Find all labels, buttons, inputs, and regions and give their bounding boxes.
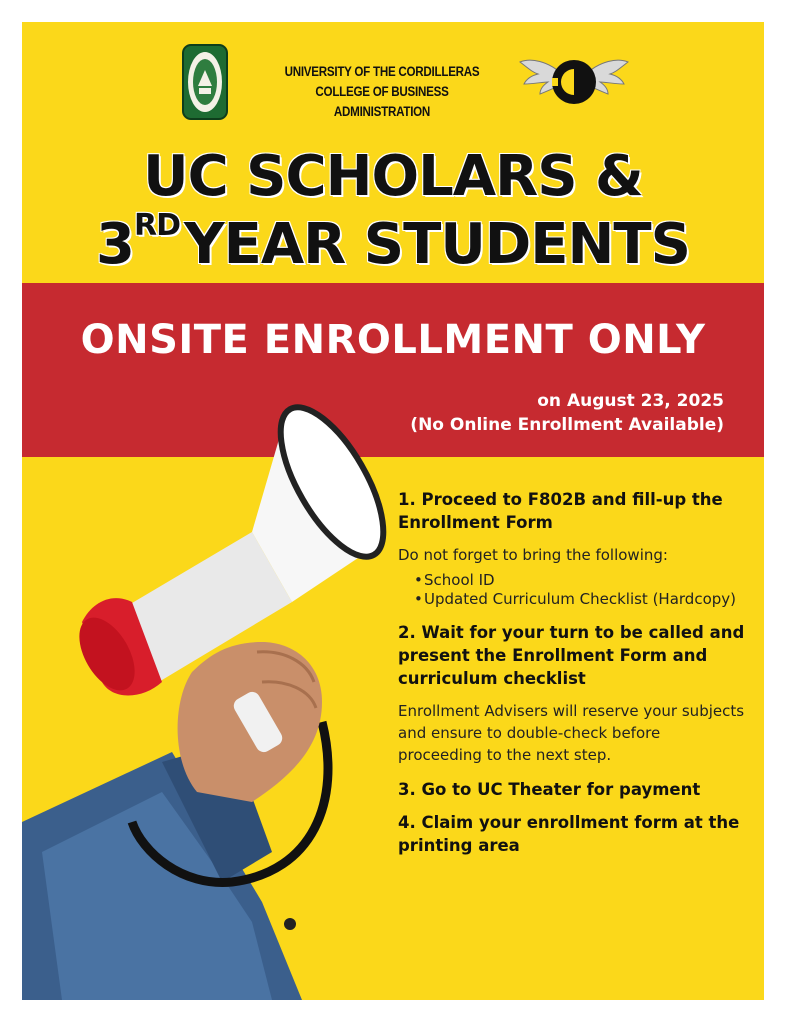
university-name: UNIVERSITY OF THE CORDILLERAS [284,64,480,79]
college-name: COLLEGE OF BUSINESS ADMINISTRATION [315,84,449,119]
list-item: • Updated Curriculum Checklist (Hardcopy) [414,591,748,607]
step-3-title: 3. Go to UC Theater for payment [398,780,701,799]
list-item: • School ID [414,572,748,588]
step-2-description: Enrollment Advisers will reserve your subjects and ensure to double-check before proceeding to the next step. [398,702,745,764]
step-4-title: 4. Claim your enrollment form at the printing area [398,813,740,855]
step-1-title: 1. Proceed to F802B and fill-up the Enrollment Form [398,490,723,532]
step-1-intro: Do not forget to bring the following: [398,546,668,564]
headline-line-1: UC SCHOLARS & [143,144,643,209]
bring-items-list [398,572,748,607]
online-note: (No Online Enrollment Available) [410,415,724,435]
winged-gear-icon [518,46,630,116]
headline-line-2 [22,208,764,277]
megaphone-icon [22,382,402,1000]
year-number: 3 [96,212,135,277]
university-seal-icon [182,44,228,120]
banner-title: ONSITE ENROLLMENT ONLY [80,317,706,363]
banner-date-block [410,389,724,437]
year-students-text: YEAR STUDENTS [184,212,690,277]
enrollment-steps [398,488,748,867]
year-superscript: RD [134,208,181,243]
header-institution [279,62,485,122]
enrollment-date: on August 23, 2025 [537,391,724,411]
step-2-title: 2. Wait for your turn to be called and present the Enrollment Form and curriculum checklist [398,623,745,688]
enrollment-poster [22,22,764,1000]
